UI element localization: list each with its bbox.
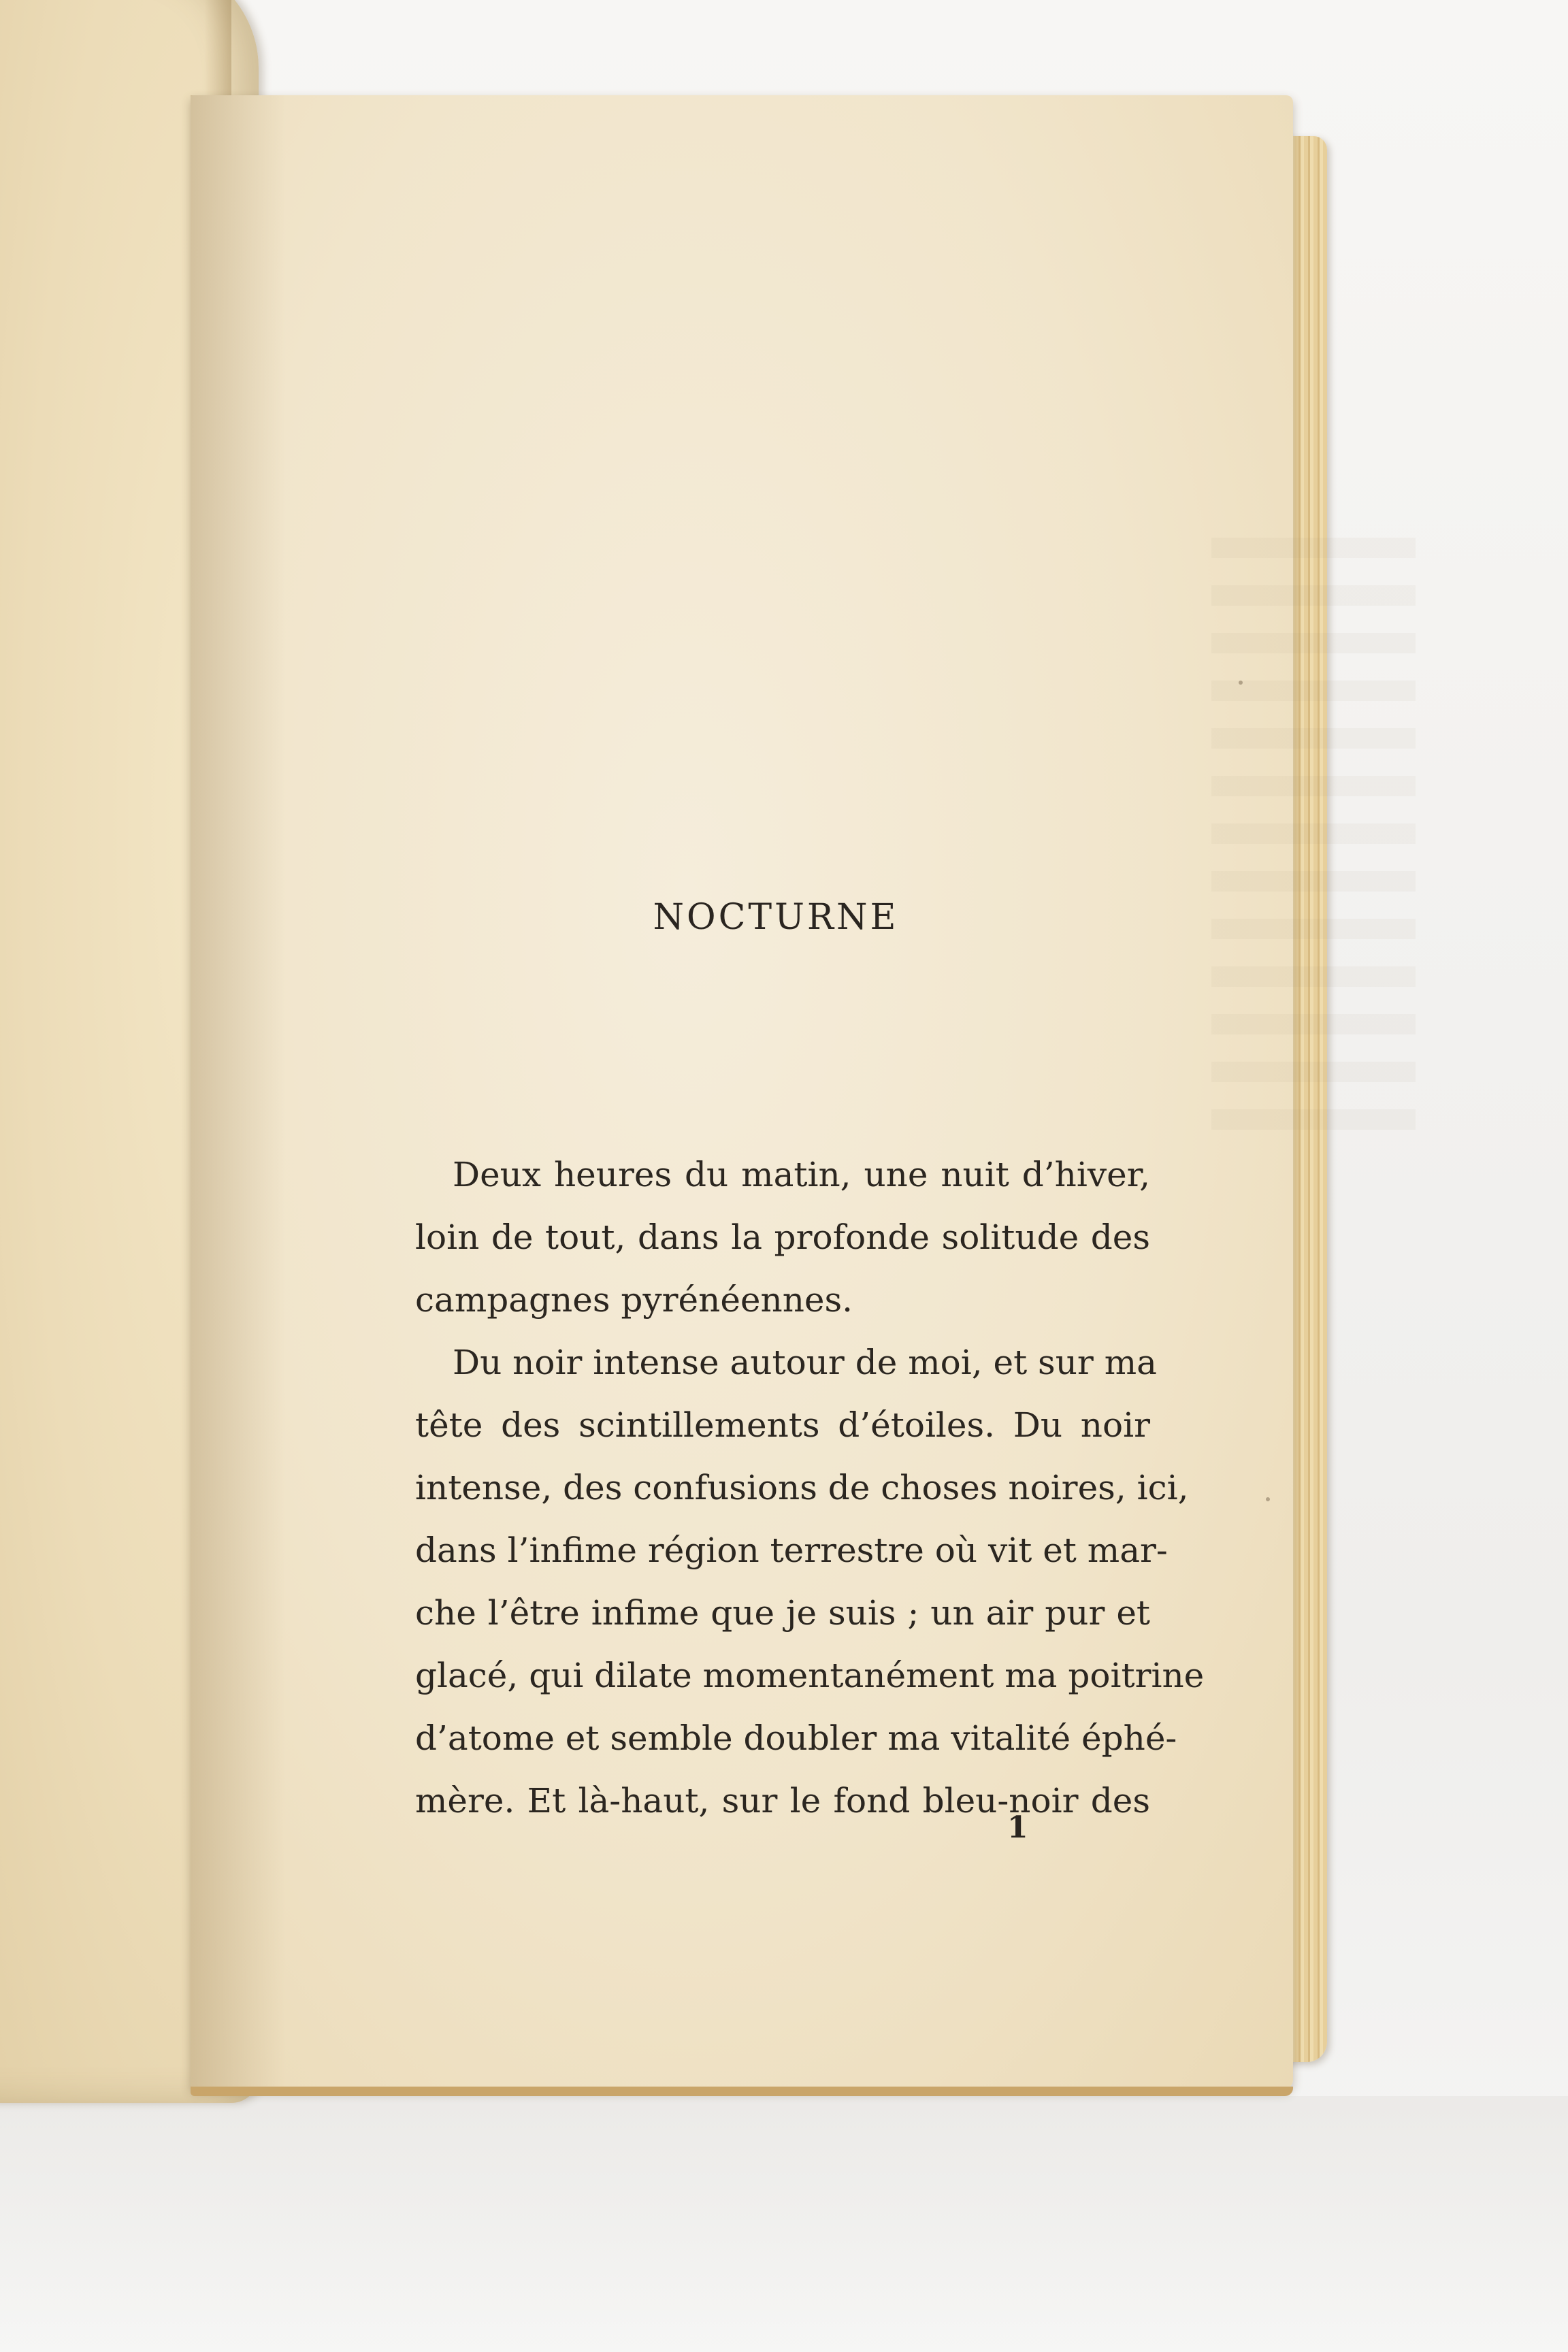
page-number: 1 — [1007, 1810, 1028, 1845]
page-bottom-edge — [191, 2087, 1293, 2096]
paper-speck — [1266, 1497, 1270, 1501]
text-line: loin de tout, dans la profonde solitude des — [415, 1218, 1150, 1257]
text-line: campagnes pyrénéennes. — [415, 1280, 853, 1320]
chapter-title: NOCTURNE — [653, 897, 899, 938]
right-page — [191, 95, 1293, 2089]
show-through-text — [1211, 538, 1416, 1150]
text-line: Du noir intense autour de moi, et sur ma — [453, 1343, 1157, 1382]
body-text — [415, 1143, 1205, 1832]
gutter-shadow — [191, 95, 286, 2089]
text-line: dans l’infime région terrestre où vit et mar- — [415, 1531, 1168, 1570]
text-line: che l’être infime que je suis ; un air pur et — [415, 1593, 1150, 1633]
text-line: intense, des confusions de choses noires, ici, — [415, 1468, 1189, 1507]
text-line: Deux heures du matin, une nuit d’hiver, — [453, 1155, 1150, 1194]
text-line: glacé, qui dilate momentanément ma poitrine — [415, 1656, 1205, 1695]
text-line: tête des scintillements d’étoiles. Du noir — [415, 1405, 1150, 1445]
text-line: mère. Et là-haut, sur le fond bleu-noir des — [415, 1781, 1150, 1820]
paper-speck — [1239, 681, 1243, 685]
table-reflection — [0, 2096, 1568, 2352]
text-line: d’atome et semble doubler ma vitalité éphé- — [415, 1718, 1177, 1758]
